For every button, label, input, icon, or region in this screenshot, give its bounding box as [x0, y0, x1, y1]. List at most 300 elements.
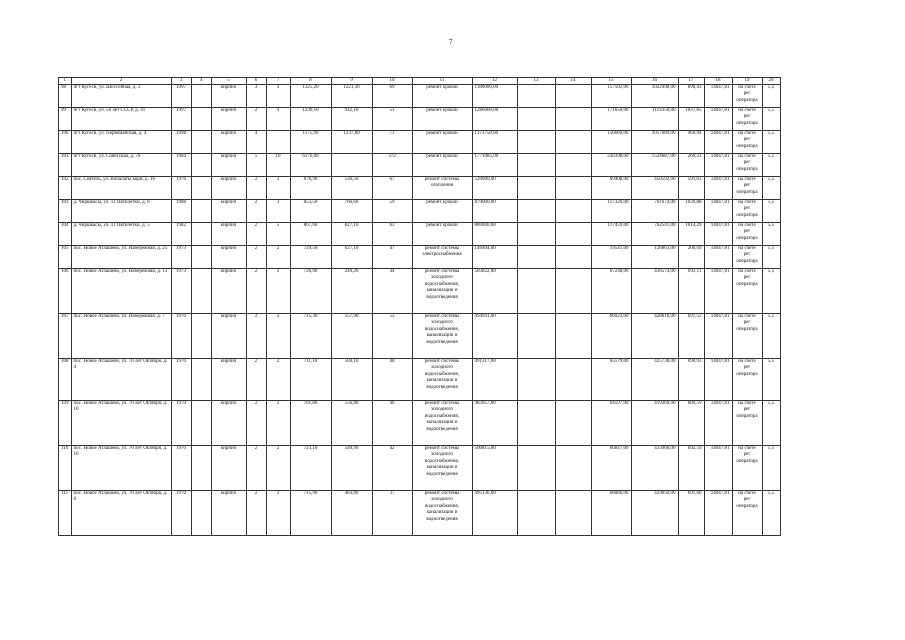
cell-c17: 1014,29	[678, 223, 704, 246]
cell-c15: 65579,00	[591, 359, 631, 401]
cell-c4	[191, 223, 211, 246]
cell-area: 701,80	[290, 401, 331, 446]
cell-c15: 19541,00	[591, 246, 631, 269]
cell-c18: 14047,81	[704, 314, 732, 359]
cell-cost: 483957,00	[472, 401, 517, 446]
cell-c20: 5,5	[762, 85, 780, 108]
cell-c18: 14047,81	[704, 401, 732, 446]
table-row	[59, 223, 781, 246]
cell-mode: на счете рег оператора	[732, 446, 762, 491]
cell-c14	[555, 314, 591, 359]
cell-mode: на счете рег оператора	[732, 85, 762, 108]
column-number-8: 8	[290, 78, 331, 85]
cell-year: 1988	[171, 200, 191, 223]
cell-c13	[517, 359, 555, 401]
cell-addr: д. Чиршкасы, ул. 11 Пятилетки, д. 5	[71, 223, 171, 246]
cell-c20: 5,5	[762, 154, 780, 177]
column-number-19: 19	[732, 78, 762, 85]
cell-c15: 117459,00	[591, 223, 631, 246]
cell-area: 1239,10	[290, 108, 331, 131]
cell-fl: 2	[246, 108, 266, 131]
cell-c4	[191, 359, 211, 401]
cell-live: 504,10	[331, 359, 372, 401]
cell-c4	[191, 131, 211, 154]
column-number-9: 9	[331, 78, 372, 85]
cell-n: 104	[59, 223, 72, 246]
cell-mode: на счете рег оператора	[732, 200, 762, 223]
cell-res: 63	[372, 223, 412, 246]
column-number-15: 15	[591, 78, 631, 85]
cell-mat: кирпич	[211, 223, 246, 246]
cell-cost: 494641,00	[472, 314, 517, 359]
cell-ent: 2	[266, 359, 290, 401]
cell-area: 711,10	[290, 359, 331, 401]
column-number-6: 6	[246, 78, 266, 85]
column-number-11: 11	[412, 78, 472, 85]
cell-c15: 66086,00	[591, 491, 631, 536]
cell-c18: 14047,81	[704, 246, 732, 269]
cell-live: 249,20	[331, 269, 372, 314]
table-row	[59, 154, 781, 177]
table-row	[59, 85, 781, 108]
cell-fl: 2	[246, 359, 266, 401]
cell-c18: 14047,81	[704, 85, 732, 108]
cell-c14	[555, 108, 591, 131]
cell-c15: 171650,00	[591, 108, 631, 131]
table-row	[59, 131, 781, 154]
cell-c18: 14047,81	[704, 223, 732, 246]
column-number-1: 1	[59, 78, 72, 85]
cell-n: 100	[59, 131, 72, 154]
cell-addr: пос. Сеятель, ул. Вопалаты кори, д. 16	[71, 177, 171, 200]
cell-addr: пгт Кугеси, ул. Советская, д. 76	[71, 154, 171, 177]
cell-c13	[517, 223, 555, 246]
cell-cost: 1771085,00	[472, 154, 517, 177]
cell-live: 1221,30	[331, 85, 372, 108]
cell-c13	[517, 246, 555, 269]
cell-cost: 500815,00	[472, 446, 517, 491]
cell-c17: 960,94	[678, 131, 704, 154]
cell-c4	[191, 154, 211, 177]
cell-live: 827,10	[331, 223, 372, 246]
cell-c20: 5,5	[762, 108, 780, 131]
cell-ent: 3	[266, 200, 290, 223]
cell-c16: 1114350,00	[631, 108, 678, 131]
cell-year: 1970	[171, 314, 191, 359]
column-number-16: 16	[631, 78, 678, 85]
cell-c13	[517, 154, 555, 177]
cell-ent: 2	[266, 314, 290, 359]
cell-c4	[191, 491, 211, 536]
cell-fl: 3	[246, 85, 266, 108]
cell-work: ремонт системы электроснабжения	[412, 246, 472, 269]
column-number-12: 12	[472, 78, 517, 85]
cell-mode: на счете рег оператора	[732, 314, 762, 359]
cell-n: 111	[59, 491, 72, 536]
cell-live: 557,90	[331, 314, 372, 359]
cell-c16: 450592,00	[631, 177, 678, 200]
cell-res: 51	[372, 108, 412, 131]
cell-c17: 591,63	[678, 177, 704, 200]
cell-year: 1970	[171, 401, 191, 446]
cell-c18: 14047,81	[704, 154, 732, 177]
cell-c17: 890,43	[678, 85, 704, 108]
cell-cost: 491317,00	[472, 359, 517, 401]
cell-mode: на счете рег оператора	[732, 401, 762, 446]
cell-addr: пгт Кугеси, ул. 50 лет СССР, д. 41	[71, 108, 171, 131]
cell-work: ремонт кровли	[412, 85, 472, 108]
cell-addr: пос. Новое Атлашево, ул. Набережная, д. 7	[71, 314, 171, 359]
cell-c16: 428618,00	[631, 314, 678, 359]
cell-c17: 689,59	[678, 401, 704, 446]
cell-c13	[517, 131, 555, 154]
cell-mat: кирпич	[211, 177, 246, 200]
cell-cost: 495136,00	[472, 491, 517, 536]
cell-mode: на счете рег оператора	[732, 131, 762, 154]
cell-area: 1175,90	[290, 131, 331, 154]
cell-c16: 1534687,00	[631, 154, 678, 177]
cell-c17: 691,52	[678, 314, 704, 359]
cell-mat: кирпич	[211, 85, 246, 108]
cell-res: 48	[372, 359, 412, 401]
page-number: 7	[449, 38, 453, 46]
cell-c16: 433968,00	[631, 446, 678, 491]
table-row	[59, 246, 781, 269]
cell-ent: 10	[266, 154, 290, 177]
cell-c14	[555, 154, 591, 177]
cell-c4	[191, 246, 211, 269]
cell-addr: пос. Новое Атлашево, ул. 70 лет Октября, д. 4	[71, 359, 171, 401]
cell-mat: кирпич	[211, 269, 246, 314]
cell-addr: пгт Кугеси, ул. Первомайская, д. 4	[71, 131, 171, 154]
cell-year: 1970	[171, 446, 191, 491]
cell-mat: кирпич	[211, 154, 246, 177]
cell-area: 726,90	[290, 269, 331, 314]
cell-c20: 5,5	[762, 223, 780, 246]
column-number-row	[59, 78, 781, 85]
cell-c13	[517, 446, 555, 491]
cell-res: 71	[372, 131, 412, 154]
cell-c4	[191, 200, 211, 223]
cell-live	[331, 154, 372, 177]
cell-year: 1973	[171, 246, 191, 269]
cell-c13	[517, 85, 555, 108]
cell-area: 715,90	[290, 491, 331, 536]
cell-c15: 67248,00	[591, 269, 631, 314]
cell-c17: 200,69	[678, 246, 704, 269]
cell-c17: 1020,88	[678, 200, 704, 223]
cell-mode: на счете рег оператора	[732, 177, 762, 200]
cell-res: 67	[372, 177, 412, 200]
cell-res: 44	[372, 269, 412, 314]
cell-area: 867,60	[290, 223, 331, 246]
cell-c13	[517, 108, 555, 131]
cell-live: 942,10	[331, 108, 372, 131]
cell-c18: 14047,81	[704, 269, 732, 314]
cell-year: 1984	[171, 154, 191, 177]
cell-c17: 269,33	[678, 154, 704, 177]
cell-c18: 14047,81	[704, 108, 732, 131]
cell-c17: 692,59	[678, 446, 704, 491]
cell-c20: 5,5	[762, 314, 780, 359]
cell-c20: 5,5	[762, 131, 780, 154]
cell-work: ремонт системы холодного водоснабжения, канализации и водоотведения	[412, 401, 472, 446]
table-row	[59, 401, 781, 446]
cell-c4	[191, 85, 211, 108]
cell-mat: кирпич	[211, 200, 246, 223]
cell-res: 372	[372, 154, 412, 177]
cell-live: 530,50	[331, 177, 372, 200]
cell-c14	[555, 359, 591, 401]
cell-work: ремонт системы холодного водоснабжения, канализации и водоотведения	[412, 446, 472, 491]
cell-mat: кирпич	[211, 246, 246, 269]
cell-c14	[555, 200, 591, 223]
cell-mode: на счете рег оператора	[732, 223, 762, 246]
cell-c13	[517, 314, 555, 359]
cell-res: 47	[372, 246, 412, 269]
cell-c16: 761674,00	[631, 200, 678, 223]
cell-c4	[191, 446, 211, 491]
table-row	[59, 200, 781, 223]
column-number-18: 18	[704, 78, 732, 85]
cell-c20: 5,5	[762, 401, 780, 446]
cell-n: 101	[59, 154, 72, 177]
cell-c20: 5,5	[762, 200, 780, 223]
cell-c16: 1017089,00	[631, 131, 678, 154]
cell-fl: 2	[246, 401, 266, 446]
cell-year: 1970	[171, 491, 191, 536]
cell-mat: кирпич	[211, 131, 246, 154]
table-row	[59, 359, 781, 401]
cell-mat: кирпич	[211, 108, 246, 131]
cell-mode: на счете рег оператора	[732, 359, 762, 401]
column-number-13: 13	[517, 78, 555, 85]
cell-fl: 5	[246, 154, 266, 177]
cell-area: 878,90	[290, 177, 331, 200]
cell-c13	[517, 200, 555, 223]
cell-ent: 2	[266, 491, 290, 536]
cell-cost: 880000,00	[472, 223, 517, 246]
cell-fl: 2	[246, 446, 266, 491]
column-number-4: 4	[191, 78, 211, 85]
cell-ent: 5	[266, 223, 290, 246]
cell-fl: 2	[246, 223, 266, 246]
table-body	[59, 78, 781, 536]
cell-cost: 1286000,00	[472, 108, 517, 131]
cell-fl: 2	[246, 491, 266, 536]
cell-c18: 14047,81	[704, 446, 732, 491]
cell-live: 540,90	[331, 446, 372, 491]
column-number-10: 10	[372, 78, 412, 85]
cell-year: 1976	[171, 177, 191, 200]
cell-area: 715,30	[290, 314, 331, 359]
cell-addr: пос. Новое Атлашево, ул. Набережная, д. 25	[71, 246, 171, 269]
cell-cost: 879000,00	[472, 200, 517, 223]
cell-c15: 236398,00	[591, 154, 631, 177]
cell-mode: на счете рег оператора	[732, 269, 762, 314]
cell-fl: 2	[246, 269, 266, 314]
cell-live: 556,80	[331, 401, 372, 446]
cell-c16: 126863,00	[631, 246, 678, 269]
cell-mat: кирпич	[211, 491, 246, 536]
cell-c4	[191, 314, 211, 359]
cell-c17: 691,60	[678, 491, 704, 536]
cell-c17: 1037,85	[678, 108, 704, 131]
cell-res: 59	[372, 200, 412, 223]
cell-year: 1970	[171, 359, 191, 401]
cell-addr: пос. Новое Атлашево, ул. 70 лет Октября, д. 16	[71, 446, 171, 491]
cell-res: 46	[372, 401, 412, 446]
cell-fl: 2	[246, 246, 266, 269]
cell-c4	[191, 177, 211, 200]
cell-area: 723,10	[290, 446, 331, 491]
cell-fl: 2	[246, 314, 266, 359]
cell-mat: кирпич	[211, 359, 246, 401]
column-number-7: 7	[266, 78, 290, 85]
cell-c16: 419360,00	[631, 401, 678, 446]
cell-addr: пос. Новое Атлашево, ул. Набережная, д. 13	[71, 269, 171, 314]
cell-ent: 3	[266, 85, 290, 108]
cell-work: ремонт кровли	[412, 131, 472, 154]
cell-year: 1998	[171, 131, 191, 154]
cell-mode: на счете рег оператора	[732, 246, 762, 269]
cell-c15: 66847,00	[591, 446, 631, 491]
cell-work: ремонт системы холодного водоснабжения, канализации и водоотведения	[412, 491, 472, 536]
cell-c20: 5,5	[762, 491, 780, 536]
cell-c13	[517, 401, 555, 446]
cell-c15: 69408,00	[591, 177, 631, 200]
cell-c14	[555, 401, 591, 446]
cell-work: ремонт кровли	[412, 154, 472, 177]
cell-res: 37	[372, 491, 412, 536]
cell-ent: 2	[266, 401, 290, 446]
cell-work: ремонт системы отопления	[412, 177, 472, 200]
cell-c20: 5,5	[762, 269, 780, 314]
cell-c16: 436574,00	[631, 269, 678, 314]
table-row	[59, 314, 781, 359]
cell-n: 99	[59, 108, 72, 131]
cell-cost: 1173758,00	[472, 131, 517, 154]
cell-ent: 4	[266, 108, 290, 131]
column-number-17: 17	[678, 78, 704, 85]
table-row	[59, 446, 781, 491]
cell-mode: на счете рег оператора	[732, 154, 762, 177]
cell-c17: 693,11	[678, 269, 704, 314]
cell-year: 1997	[171, 85, 191, 108]
cell-n: 102	[59, 177, 72, 200]
cell-c13	[517, 491, 555, 536]
cell-res: 52	[372, 314, 412, 359]
cell-addr: пос. Новое Атлашево, ул. 70 лет Октября, д. 10	[71, 401, 171, 446]
table-row	[59, 491, 781, 536]
cell-work: ремонт кровли	[412, 108, 472, 131]
cell-ent: 3	[266, 177, 290, 200]
cell-c18: 14047,81	[704, 177, 732, 200]
cell-mat: кирпич	[211, 401, 246, 446]
cell-n: 105	[59, 246, 72, 269]
repair-registry-table	[58, 77, 781, 536]
cell-cost: 146404,00	[472, 246, 517, 269]
cell-n: 108	[59, 359, 72, 401]
cell-n: 110	[59, 446, 72, 491]
cell-c4	[191, 401, 211, 446]
cell-area: 1325,20	[290, 85, 331, 108]
cell-n: 103	[59, 200, 72, 223]
cell-c15: 157502,00	[591, 85, 631, 108]
cell-mode: на счете рег оператора	[732, 491, 762, 536]
table-row	[59, 108, 781, 131]
cell-ent: 2	[266, 246, 290, 269]
cell-cost: 503822,00	[472, 269, 517, 314]
cell-area: 729,50	[290, 246, 331, 269]
cell-fl: 2	[246, 200, 266, 223]
cell-n: 107	[59, 314, 72, 359]
cell-c14	[555, 177, 591, 200]
cell-year: 1973	[171, 269, 191, 314]
cell-c14	[555, 85, 591, 108]
cell-c18: 14047,81	[704, 200, 732, 223]
cell-c16: 429050,00	[631, 491, 678, 536]
cell-c18: 14047,81	[704, 359, 732, 401]
cell-work: ремонт кровли	[412, 223, 472, 246]
cell-c14	[555, 246, 591, 269]
cell-c15: 64597,00	[591, 401, 631, 446]
cell-fl: 2	[246, 177, 266, 200]
cell-c14	[555, 131, 591, 154]
cell-addr: пгт Кугеси, ул. Шоссейная, д. 2	[71, 85, 171, 108]
cell-n: 109	[59, 401, 72, 446]
cell-c14	[555, 446, 591, 491]
cell-c4	[191, 108, 211, 131]
table-row	[59, 177, 781, 200]
cell-cost: 1180000,00	[472, 85, 517, 108]
cell-work: ремонт системы холодного водоснабжения, канализации и водоотведения	[412, 314, 472, 359]
column-number-14: 14	[555, 78, 591, 85]
column-number-3: 3	[171, 78, 191, 85]
cell-c15: 156669,00	[591, 131, 631, 154]
cell-c14	[555, 491, 591, 536]
cell-c20: 5,5	[762, 446, 780, 491]
cell-c17: 690,93	[678, 359, 704, 401]
table-row	[59, 269, 781, 314]
cell-c15: 117326,00	[591, 200, 631, 223]
cell-c20: 5,5	[762, 246, 780, 269]
cell-cost: 520000,00	[472, 177, 517, 200]
cell-c14	[555, 223, 591, 246]
cell-work: ремонт кровли	[412, 200, 472, 223]
cell-c20: 5,5	[762, 359, 780, 401]
column-number-20: 20	[762, 78, 780, 85]
column-number-5: 5	[211, 78, 246, 85]
cell-live: 766,60	[331, 200, 372, 223]
cell-mat: кирпич	[211, 314, 246, 359]
cell-ent: 2	[266, 269, 290, 314]
cell-area: 6376,00	[290, 154, 331, 177]
cell-c20: 5,5	[762, 177, 780, 200]
cell-c16: 1022498,00	[631, 85, 678, 108]
cell-live: 1237,80	[331, 131, 372, 154]
cell-ent: 2	[266, 446, 290, 491]
cell-ent	[266, 131, 290, 154]
cell-c18: 14047,81	[704, 131, 732, 154]
cell-n: 106	[59, 269, 72, 314]
cell-work: ремонт системы холодного водоснабжения, канализации и водоотведения	[412, 359, 472, 401]
cell-c18: 14047,81	[704, 491, 732, 536]
cell-live: 483,80	[331, 491, 372, 536]
cell-n: 98	[59, 85, 72, 108]
cell-area: 853,50	[290, 200, 331, 223]
cell-fl: 4	[246, 131, 266, 154]
